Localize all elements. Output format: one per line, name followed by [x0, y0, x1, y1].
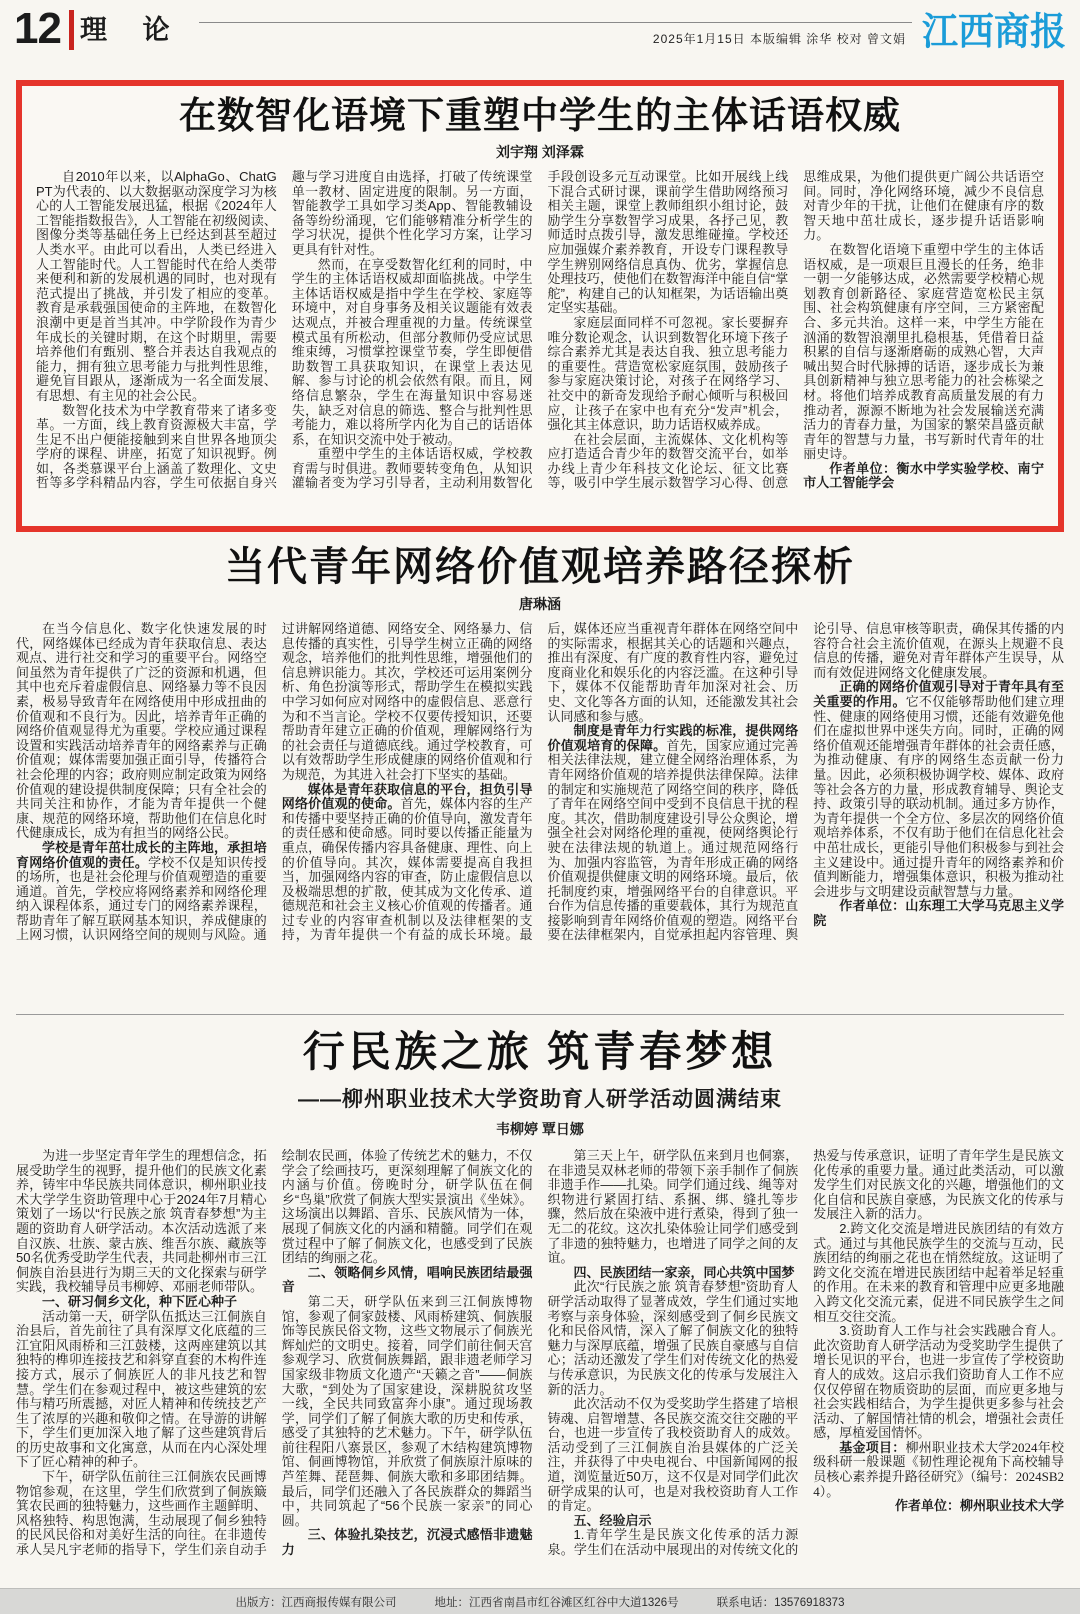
article-1-authors: 刘宇翔 刘泽霖: [496, 144, 584, 160]
article-paragraph: 为进一步坚定青年学生的理想信念，拓展受助学生的视野，提升他们的民族文化素养，铸牢中华民族共同体意识，柳州职业技术大学学生资助管理中心于2024年7月精心策划了一场以“行民族之旅 筑青春梦想”为主题的资助育人研学活动。本次活动选派了来自汉族、壮族、蒙古族、维吾尔族、藏族等50名优秀受助学生代表，共同赴柳州市三江侗族自治县进行为期三天的文化探索与研学实践，我校辅导员韦柳婷、邓丽老师带队。: [16, 1149, 267, 1295]
article-paragraph: 自2010年以来，以AlphaGo、ChatGPT为代表的、以大数据驱动深度学习为核心的人工智能发展迅猛，根据《2024年人工智能指数报告》，人工智能在初级阅读、图像分类等基础任务上已经达到甚至超过人类水平。由此可以看出，人类已经进入人工智能时代。人工智能时代在给人类带来便利和新的发展机遇的同时，也对现有范式提出了挑战，并引发了相应的变革。教育是承载强国使命的主阵地，在数智化浪潮中更是首当其冲。中学阶段作为青少年成长的关键时期，在这个时期里，需要培养他们有甄别、整合并表达自我观点的能力，拥有独立思考能力与批判性思维，避免盲目跟从，逐渐成为一名全面发展、有思想、有主见的社会公民。: [36, 170, 277, 403]
article-paragraph: 下午，研学队伍前往三江侗族农民画博物馆参观，在这里，学生们欣赏到了侗族簸箕农民画的独特魅力，这些画作主题鲜明、风格独特、构思饱满，生动展现了侗乡独特的民风民俗和对美好生活的向往。在非遗传承人吴凡宇老师的指导下，学生们亲自动手绘制农民画，体验了传统艺术的魅力，不仅学会了绘画技巧，更深刻理解了侗族文化的内涵与价值。傍晚时分，研学队伍在侗乡“鸟巢”欣赏了侗族大型实景演出《坐妹》。这场演出以舞蹈、音乐、民族风情为一体，展现了侗族文化的内涵和精髓。同学们在观赏过程中了解了侗族文化，也感受到了民族团结的绚丽之花。: [16, 1149, 533, 1558]
article-2-authors: 唐琳涵: [519, 596, 561, 612]
article-paragraph: 数智化技术为中学教育带来了诸多变革。一方面，线上教育资源极大丰富，学生足不出户便能接触到来自世界各地顶尖学府的课程、讲座，拓宽了知识视野。例如，各类慕课平台上涵盖了数理化、文史哲等多学科精品内容，学生可依据自身兴趣与学习进度自由选择，打破了传统课堂单一教材、固定进度的限制。另一方面，智能教学工具如学习类App、智能教辅设备等纷纷涌现，它们能够精准分析学生的学习状况，提供个性化学习方案，让学习更具有针对性。: [36, 170, 533, 491]
article-3-title: 行民族之旅 筑青春梦想: [302, 1030, 778, 1076]
article-paragraph: 一、研习侗乡文化，种下匠心种子: [42, 1293, 238, 1309]
article-paragraph: 五、经验启示: [573, 1512, 652, 1528]
newspaper-masthead: 江西商报: [921, 9, 1066, 53]
footer-publisher: 出版方：江西商报传媒有限公司: [235, 1596, 397, 1609]
article-ethnic-journey: [16, 1014, 1064, 1601]
article-digital-discourse: [16, 80, 1064, 532]
article-1-title: 在数智化语境下重塑中学生的主体话语权威: [179, 95, 901, 136]
article-paragraph: 第三天上午，研学队伍来到月也侗寨，在非遗吴双林老师的带领下亲手制作了侗族非遗手作——扎染。同学们通过线、绳等对织物进行紧固打结、系捆、绑、缝扎等步骤，然后放在染液中进行煮染，得到了独一无二的花纹。这次扎染体验让同学们感受到了非遗的独特魅力，也增进了同学之间的友谊。: [547, 1149, 799, 1266]
article-paragraph: 正确的网络价值观引导对于青年具有至关重要的作用。它不仅能够帮助他们建立理性、健康的网络使用习惯，还能有效避免他们在虚拟世界中迷失方向。同时，正确的网络价值观还能增强青年群体的社会责任感，为推动健康、有序的网络生态贡献一份力量。因此，必须积极协调学校、媒体、政府等社会各方的力量，形成教育辅导、舆论支持、政策引导的联动机制。通过多方协作，为青年提供一个全方位、多层次的网络价值观培养体系，不仅有助于他们在信息化社会中茁壮成长，更能引导他们积极参与到社会主义建设中。通过提升青年的网络素养和价值判断能力，增强集体意识，积极为推动社会进步与文明建设贡献智慧与力量。: [813, 679, 1064, 899]
article-paragraph: 媒体是青年获取信息的平台，担负引导网络价值观的使命。首先，媒体内容的生产和传播中要坚持正确的价值导向，激发青年的责任感和使命感。同时要以传播正能量为重点，确保传播内容具备健康、理性、向上的价值导向。其次，媒体需要提高自我担当，加强网络内容的审查，防止虚假信息以及极端思想的扩散，使其成为文化传承、道德规范和社会主义核心价值观的传播者。通过专业的内容审查机制以及法律框架的支持，为青年提供一个有益的成长环境。最后，媒体还应当重视青年群体在网络空间中的实际需求，根据其关心的话题和兴趣点，推出有深度、有广度的教育性内容，避免过度商业化和娱乐化的内容泛滥。在这种引导下，媒体不仅能帮助青年加深对社会、历史、文化等各方面的认知，还能激发其社会认同感和参与感。: [281, 622, 799, 943]
article-paragraph: 家庭层面同样不可忽视。家长要摒弃唯分数论观念，认识到数智化环境下孩子综合素养尤其是表达自我、独立思考能力的重要性。营造宽松家庭氛围，鼓励孩子参与家庭决策讨论，对孩子在网络学习、社交中的新奇发现给予耐心倾听与积极回应，让孩子在家中也有充分“发声”机会，强化其主体意识，助力话语权威养成。: [547, 314, 789, 433]
article-paragraph: 活动第一天，研学队伍抵达三江侗族自治县后，首先前往了具有深厚文化底蕴的三江宜阳风雨桥和三江鼓楼，这两座建筑以其独特的榫卯连接技艺和斜穿直套的木构件连接方式，展示了侗族匠人的非凡技艺和智慧。学生们在参观过程中，被这些建筑的宏伟与精巧所震撼，对匠人精神和传统技艺产生了浓厚的兴趣和敬仰之情。在导游的讲解下，学生们更加深入地了解了这些建筑背后的历史故事和文化寓意，从而在内心深处埋下了匠心精神的种子。: [16, 1308, 267, 1470]
article-paragraph: 此次活动不仅为受奖助学生搭建了培根铸魂、启智增慧、各民族交流交往交融的平台，也进一步宣传了我校资助育人的成效。活动受到了三江侗族自治县媒体的广泛关注，并获得了中央电视台、中国新闻网的报道，浏览量近50万，这不仅是对同学们此次研学成果的认可，也是对我校资助育人工作的肯定。: [547, 1396, 799, 1514]
article-3-authors: 韦柳婷 覃日娜: [496, 1121, 584, 1137]
article-paragraph: 作者单位：衡水中学实验学校、南宁市人工智能学会: [803, 460, 1044, 491]
article-3-subtitle: ——柳州职业技术大学资助育人研学活动圆满结束: [298, 1088, 782, 1111]
article-paragraph: 作者单位：柳州职业技术大学: [894, 1498, 1064, 1514]
article-paragraph: 作者单位：山东理工大学马克思主义学院: [813, 898, 1064, 928]
article-paragraph: 2.跨文化交流是增进民族团结的有效方式。通过与其他民族学生的交流与互动，民族团结的绚丽之花也在悄然绽放。这证明了跨文化交流在增进民族团结中起着举足轻重的作用。在未来的教育和管理中应更多地融入跨文化交流元素，促进不同民族学生之间相互交往交流。: [813, 1220, 1064, 1324]
article-paragraph: 在当今信息化、数字化快速发展的时代，网络媒体已经成为青年获取信息、表达观点、进行社交和学习的重要平台。网络空间虽然为青年提供了广泛的资源和机遇，但其中也充斥着虚假信息、网络暴力等不良因素，极易导致青年在网络使用中形成扭曲的价值观和不良行为。因此，培养青年正确的网络价值观显得尤为重要。学校应通过课程设置和实践活动培养青年的网络素养与正确价值观；媒体需要加强正面引导，传播符合社会伦理的内容；政府则应制定政策为网络价值观的建设提供制度保障；只有全社会的共同关注和协作，才能为青年提供一个健康、规范的网络环境，帮助他们在信息化时代健康成长，成为有担当的网络公民。: [16, 622, 267, 841]
article-paragraph: 制度是青年力行实践的标准，提供网络价值观培育的保障。首先，国家应通过完善相关法律法规，建立健全网络治理体系，为青年网络价值观的培养提供法律保障。法律的制定和实施规范了网络空间的秩序，降低了青年在网络空间中受到不良信息干扰的程度。其次，借助制度建设引导公众舆论，增强全社会对网络伦理的重视，使网络舆论行驶在法律法规的轨道上。通过规范网络行为、加强内容监管，为青年形成正确的网络价值观提供健康文明的网络环境。最后，依托制度约束，增强网络平台的自律意识。平台作为信息传播的重要载体，其行为规范直接影响到青年网络价值观的塑造。网络平台要在法律框架内，自觉承担起内容管理、舆论引导、信息审核等职责，确保其传播的内容符合社会主流价值观，在源头上规避不良信息的传播，避免对青年群体产生误导，从而有效促进网络文化健康发展。: [547, 622, 1064, 943]
article-paragraph: 第二天，研学队伍来到三江侗族博物馆，参观了侗家鼓楼、风雨桥建筑、侗族服饰等民族民俗文物，这些文物展示了侗族光辉灿烂的文明史。接着，同学们前往侗天宫参观学习、欣赏侗族舞蹈，跟非遗老师学习国家级非物质文化遗产“天籁之音”——侗族大歌，“到处为了国家建设，深耕脱贫攻坚一线，全民共同致富奔小康”。通过现场教学，同学们了解了侗族大歌的历史和传承，感受了其独特的艺术魅力。下午，研学队伍前往程阳八寨景区，参观了木结构建筑博物馆、侗画博物馆，并欣赏了侗族原汁原味的芦笙舞、琵琶舞、侗族大歌和多耶团结舞。最后，同学们还融入了各民族群众的舞蹈当中，共同筑起了“56个民族一家亲”的同心圆。: [281, 1293, 533, 1528]
article-2-body: [16, 622, 1064, 1002]
article-3-body: [16, 1149, 1064, 1601]
section-title: 理 论: [79, 15, 184, 45]
article-paragraph: 1.青年学生是民族文化传承的活力源泉。学生们在活动中展现出的对传统文化的热爱与传承意识，证明了青年学生是民族文化传承的重要力量。通过此类活动，可以激发学生们对民族文化的兴趣，增强他们的文化自信和民族自豪感，为民族文化的传承与发展注入新的活力。: [547, 1149, 1064, 1558]
article-paragraph: 此次“行民族之旅 筑青春梦想”资助育人研学活动取得了显著成效，学生们通过实地考察与亲身体验，深刻感受到了侗乡民族文化和民俗风情，深入了解了侗族文化的独特魅力与深厚底蕴，增强了民族自豪感与自信心；活动还激发了学生们对传统文化的热爱与传承意识，为民族文化的传承与发展注入新的活力。: [547, 1279, 799, 1397]
page-number: 12: [14, 4, 61, 53]
publisher-footer: [0, 1588, 1080, 1614]
article-paragraph: 在社会层面，主流媒体、文化机构等应打造适合青少年的数智交流平台，如举办线上青少年科技文化论坛、征文比赛等，吸引中学生展示数智学习心得、创意思维成果，为他们提供更广阔公共话语空间。同时，净化网络环境，减少不良信息对青少年的干扰，让他们在健康有序的数智天地中茁壮成长，逐步提升话语影响力。: [547, 170, 1044, 491]
article-2-title: 当代青年网络价值观培养路径探析: [225, 544, 855, 589]
article-paragraph: 三、体验扎染技艺，沉浸式感悟非遗魅力: [281, 1527, 533, 1558]
article-paragraph: 二、领略侗乡风情，唱响民族团结最强音: [281, 1264, 533, 1295]
article-paragraph: 重塑中学生的主体话语权威，学校教育需与时俱进。教师要转变角色，从知识灌输者变为学习引导者，主动利用数智化手段创设多元互动课堂。比如开展线上线下混合式研讨课，课前学生借助网络预习相关主题，课堂上教师组织小组讨论，鼓励学生分享数智学习成果，各抒己见，教师适时点拨引导，激发思维碰撞。学校还应加强媒介素养教育，开设专门课程教导学生辨别网络信息真伪、优劣，掌握信息处理技巧，使他们在数智海洋中能自信“掌舵”，构建自己的认知框架，为话语输出奠定坚实基础。: [291, 170, 789, 491]
article-network-values: [16, 542, 1064, 1002]
footer-phone: 联系电话：13576918373: [716, 1596, 845, 1609]
article-paragraph: 3.资助育人工作与社会实践融合育人。此次资助育人研学活动为受奖助学生提供了增长见识的平台，也进一步宣传了学校资助育人的成效。这启示我们资助育人工作不应仅仅停留在物质资助的层面，而应更多地与社会实践相结合，为学生提供更多参与社会活动、了解国情社情的机会，增强社会责任感，厚植爱国情怀。: [813, 1323, 1064, 1441]
article-paragraph: 学校是青年茁壮成长的主阵地，承担培育网络价值观的责任。学校不仅是知识传授的场所，也是社会伦理与价值观塑造的重要通道。首先，学校应将网络素养和网络伦理纳入课程体系，通过专门的网络素养课程，帮助青年了解互联网基本知识，养成健康的上网习惯，认识网络空间的规则与风险。通过讲解网络道德、网络安全、网络暴力、信息传播的真实性，引导学生树立正确的网络观念，培养他们的批判性思维，增强他们的信息辨识能力。其次，学校还可运用案例分析、角色扮演等形式，帮助学生在模拟实践中学习如何应对网络中的虚假信息、恶意行为和不当言论。学校不仅要传授知识，还要帮助青年建立正确的价值观，理解网络行为的社会责任与道德底线。通过学校教育，可以有效帮助学生形成健康的网络价值观和行为规范，为其进入社会打下坚实的基础。: [16, 622, 533, 943]
article-paragraph: 四、民族团结一家亲，同心共筑中国梦: [573, 1264, 795, 1280]
footer-address: 地址：江西省南昌市红谷滩区红谷中大道1326号: [434, 1596, 679, 1609]
article-paragraph: 基金项目：柳州职业技术大学2024年校级科研一般课题《韧性理论视角下高校辅导员核心素养提升路径研究》（编号：2024SB24）。: [813, 1439, 1064, 1499]
page-header: [0, 0, 1080, 62]
header-rule: [199, 22, 912, 47]
date-editor-line: 2025年1月15日 本版编辑 涂华 校对 曾文娟: [652, 32, 906, 46]
article-1-body: [36, 170, 1044, 522]
article-paragraph: 在数智化语境下重塑中学生的主体话语权威，是一项艰巨且漫长的任务，绝非一朝一夕能够达成，必然需要学校精心规划教育创新路径、家庭营造宽松民主氛围、社会构筑健康有序空间，三方紧密配合、多元共治。这样一来，中学生方能在汹涌的数智浪潮里扎稳根基，凭借着日益积累的自信与逐渐磨砺的成熟心智，大声喊出契合时代脉搏的话语，逐步成长为兼具创新精神与独立思考能力的社会栋梁之材。将他们培养成教育高质量发展的有力推动者，源源不断地为社会发展输送充满活力的青春力量，为国家的繁荣昌盛贡献青年的智慧与力量，书写新时代青年的壮丽史诗。: [803, 241, 1044, 462]
article-paragraph: 然而，在享受数智化红利的同时，中学生的主体话语权威却面临挑战。中学生主体话语权威是指中学生在学校、家庭等环境中，对自身事务及相关议题能有效表达观点，并被合理重视的力量。传统课堂模式虽有所松动，但部分教师仍受应试思维束缚，习惯掌控课堂节奏，学生即便借助数智工具获取知识，在课堂上表达见解、参与讨论的机会依然有限。而且，网络信息繁杂，学生在海量知识中容易迷失，缺乏对信息的筛选、整合与批判性思考能力，难以将所学内化为自己的话语体系，在知识交流中处于被动。: [291, 256, 533, 447]
section-divider-bar: [69, 10, 74, 50]
